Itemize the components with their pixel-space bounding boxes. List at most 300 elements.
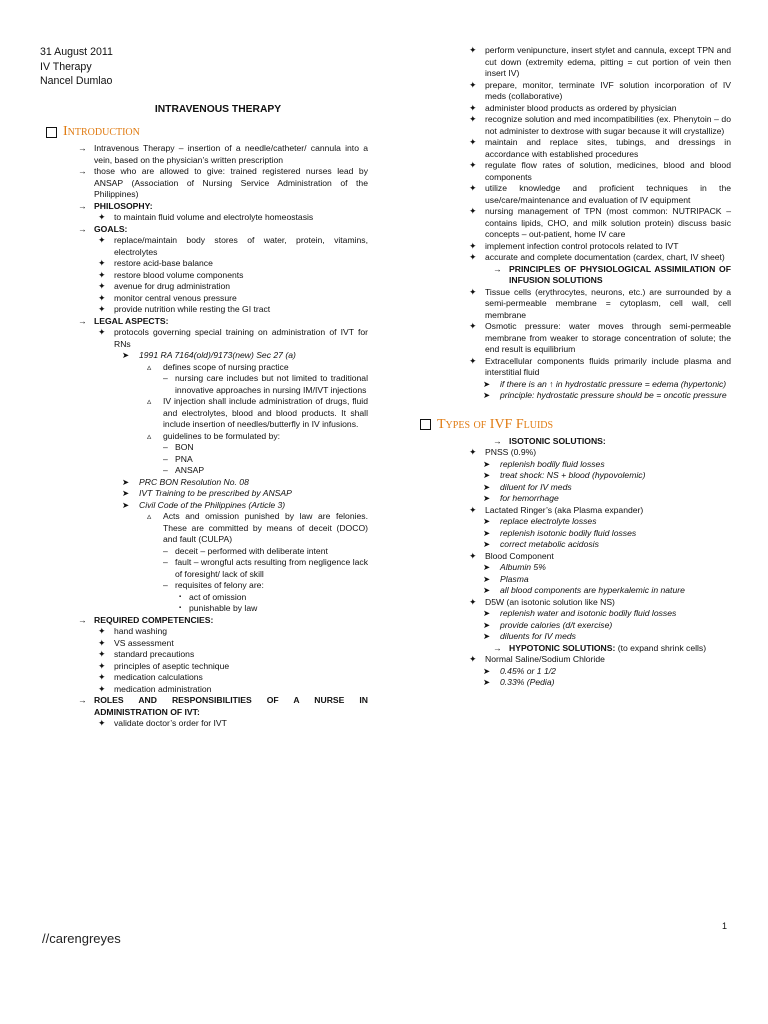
list-item	[40, 431, 368, 443]
introduction-list	[40, 143, 368, 730]
list-item	[40, 212, 368, 224]
list-item	[455, 666, 731, 678]
arrow-right-icon: →	[78, 223, 87, 234]
arrow-right-icon: →	[493, 435, 502, 446]
list-item	[40, 649, 368, 661]
list-item	[455, 470, 731, 482]
list-item	[455, 505, 731, 517]
list-item-label: recognize solution and med incompatibilities (ex. Phenytoin – do not administer to dextrose with sugar because it will crystallize)	[485, 114, 731, 136]
arrowhead-bullet-icon: ➤	[483, 585, 491, 595]
list-item-text	[175, 454, 368, 466]
arrow-right-icon: →	[78, 143, 87, 153]
list-item-text	[189, 592, 368, 604]
list-item	[40, 557, 368, 580]
arrow-right-icon: →	[493, 263, 502, 274]
list-item-text	[114, 304, 368, 316]
list-item-label: defines scope of nursing practice	[163, 361, 289, 372]
list-item	[40, 396, 368, 431]
list-item	[455, 356, 731, 379]
list-item-text	[500, 574, 731, 586]
star-bullet-icon: ✦	[469, 114, 477, 124]
list-item	[40, 661, 368, 673]
list-item-suffix: (to expand shrink cells)	[615, 642, 707, 653]
list-item-label: IVT Training to be prescribed by ANSAP	[139, 488, 292, 498]
list-item-label: requisites of felony are:	[175, 580, 264, 590]
list-item-label: REQUIRED COMPETENCIES:	[94, 614, 214, 625]
list-item-text	[114, 281, 368, 293]
list-item-label: D5W (an isotonic solution like NS)	[485, 596, 615, 607]
list-item	[455, 103, 731, 115]
list-item-label: 1991 RA 7164(old)/9173(new) Sec 27 (a)	[139, 350, 296, 360]
list-item-label: implement infection control protocols related to IVT	[485, 240, 679, 251]
list-item	[40, 615, 368, 627]
list-item-label: replace electrolyte losses	[500, 516, 597, 526]
list-item-text	[500, 528, 731, 540]
list-item-label: BON	[175, 442, 194, 452]
dash-bullet-icon: –	[163, 453, 168, 464]
dash-bullet-icon: –	[163, 580, 168, 590]
list-item-label: to maintain fluid volume and electrolyte homeostasis	[114, 212, 314, 222]
list-item-text	[94, 224, 368, 236]
list-item	[40, 695, 368, 718]
list-item-label: replenish bodily fluid losses	[500, 458, 605, 469]
list-item	[455, 252, 731, 264]
star-bullet-icon: ✦	[98, 660, 106, 671]
list-item-text	[500, 493, 731, 505]
triangle-bullet-icon: ▵	[147, 361, 152, 372]
roles-continued-list	[455, 45, 731, 402]
list-item-text	[500, 631, 731, 643]
dash-bullet-icon: –	[163, 545, 168, 556]
doc-date: 31 August 2011	[40, 46, 113, 58]
list-item-text	[500, 459, 731, 471]
list-item-text	[175, 546, 368, 558]
list-item-text	[500, 562, 731, 574]
arrow-right-icon: →	[78, 614, 87, 625]
list-item	[455, 539, 731, 551]
list-item	[455, 516, 731, 528]
list-item	[40, 580, 368, 592]
checkbox-square-icon	[46, 127, 57, 138]
list-item-text	[485, 241, 731, 253]
list-item-label: 0.33% (Pedia)	[500, 677, 555, 687]
list-item	[455, 160, 731, 183]
list-item	[40, 638, 368, 650]
arrowhead-bullet-icon: ➤	[483, 390, 491, 400]
arrowhead-bullet-icon: ➤	[122, 488, 130, 498]
list-item-label: PHILOSOPHY:	[94, 200, 153, 211]
list-item-label: ISOTONIC SOLUTIONS:	[509, 435, 606, 446]
list-item-label: regulate flow rates of solution, medicines, blood and blood components	[485, 160, 731, 182]
arrowhead-bullet-icon: ➤	[483, 665, 491, 676]
list-item-text	[500, 482, 731, 494]
list-item	[40, 465, 368, 477]
section-heading-types-ivf	[414, 416, 731, 434]
list-item-text	[500, 516, 731, 528]
page-number: 1	[722, 921, 728, 931]
list-item	[455, 574, 731, 586]
star-bullet-icon: ✦	[98, 258, 106, 268]
list-item-text	[175, 580, 368, 592]
list-item-text	[94, 143, 368, 166]
list-item	[455, 677, 731, 689]
list-item-text	[485, 137, 731, 160]
footer-signature: //carengreyes	[42, 931, 121, 946]
list-item	[40, 626, 368, 638]
list-item-label: perform venipuncture, insert stylet and cannula, except TPN and cut down (extremity edema, pitting = cut portion of vein then insert IV)	[485, 45, 731, 78]
square-bullet-icon: ▪	[179, 593, 182, 600]
types-ivf-list	[455, 436, 731, 689]
list-item-label: medication calculations	[114, 672, 203, 682]
star-bullet-icon: ✦	[98, 304, 106, 314]
arrowhead-bullet-icon: ➤	[483, 608, 491, 618]
arrowhead-bullet-icon: ➤	[483, 516, 491, 526]
list-item	[40, 442, 368, 454]
list-item-label: Extracellular components fluids primarily include plasma and interstitial fluid	[485, 355, 731, 377]
list-item-text	[189, 603, 368, 615]
list-item	[455, 459, 731, 471]
list-item-label: Tissue cells (erythrocytes, neurons, etc.) are surrounded by a semi-permeable membrane = cytoplasm, cell wall, cell membrane	[485, 286, 731, 320]
star-bullet-icon: ✦	[98, 235, 106, 245]
list-item-text	[500, 585, 731, 597]
list-item-text	[114, 638, 368, 650]
list-item	[455, 528, 731, 540]
arrow-right-icon: →	[78, 695, 87, 705]
list-item-label: correct metabolic acidosis	[500, 539, 599, 549]
star-bullet-icon: ✦	[469, 355, 477, 366]
list-item-text	[163, 431, 368, 443]
list-item	[40, 500, 368, 512]
arrowhead-bullet-icon: ➤	[483, 539, 491, 549]
list-item-label: administer blood products as ordered by physician	[485, 102, 677, 113]
square-bullet-icon: ▪	[179, 605, 182, 611]
list-item-label: for hemorrhage	[500, 493, 559, 503]
list-item	[455, 390, 731, 402]
list-item	[455, 137, 731, 160]
star-bullet-icon: ✦	[98, 683, 106, 694]
star-bullet-icon: ✦	[469, 447, 477, 457]
list-item-label: replenish water and isotonic bodily fluid losses	[500, 608, 677, 618]
list-item-label: Blood Component	[485, 550, 554, 561]
list-item	[40, 281, 368, 293]
list-item-label: prepare, monitor, terminate IVF solution incorporation of IV meds (collaborative)	[485, 79, 731, 101]
list-item-text	[500, 379, 731, 391]
triangle-bullet-icon: ▵	[147, 396, 152, 406]
list-item-text	[485, 287, 731, 322]
list-item-label: restore acid-base balance	[114, 258, 213, 268]
list-item	[455, 585, 731, 597]
list-item-text	[175, 442, 368, 454]
list-item-label: Acts and omission punished by law are felonies. These are committed by means of deceit (DOCO) and fault (CULPA)	[163, 511, 368, 544]
list-item	[455, 447, 731, 459]
list-item-label: nursing care includes but not limited to traditional innovative approaches in nursing IM/IVT injections	[175, 373, 368, 395]
list-item-label: replace/maintain body stores of water, protein, vitamins, electrolytes	[114, 235, 368, 257]
list-item-text	[163, 362, 368, 374]
list-item-text	[485, 447, 731, 459]
doc-author: Nancel Dumlao	[40, 75, 113, 87]
list-item-label: Civil Code of the Philippines (Article 3)	[139, 499, 286, 510]
list-item-text	[500, 470, 731, 482]
star-bullet-icon: ✦	[98, 327, 106, 337]
star-bullet-icon: ✦	[469, 504, 477, 515]
star-bullet-icon: ✦	[469, 286, 477, 297]
star-bullet-icon: ✦	[469, 137, 477, 147]
star-bullet-icon: ✦	[469, 102, 477, 113]
right-column	[437, 0, 731, 689]
arrowhead-bullet-icon: ➤	[483, 470, 491, 480]
list-item-label: PNSS (0.9%)	[485, 447, 537, 457]
star-bullet-icon: ✦	[98, 718, 106, 728]
list-item	[455, 45, 731, 80]
star-bullet-icon: ✦	[469, 160, 477, 170]
list-item-text	[175, 373, 368, 396]
list-item-text	[500, 608, 731, 620]
list-item-text	[114, 661, 368, 673]
dash-bullet-icon: –	[163, 557, 168, 567]
list-item-text	[114, 235, 368, 258]
list-item-text	[94, 166, 368, 201]
list-item	[455, 241, 731, 253]
list-item	[40, 293, 368, 305]
list-item	[455, 321, 731, 356]
list-item-text	[139, 488, 368, 500]
arrow-right-icon: →	[78, 315, 87, 326]
list-item-label: all blood components are hyperkalemic in nature	[500, 585, 685, 595]
list-item	[455, 551, 731, 563]
arrowhead-bullet-icon: ➤	[122, 499, 130, 510]
list-item	[455, 80, 731, 103]
list-item-text	[94, 615, 368, 627]
list-item-label: diluent for IV meds	[500, 481, 572, 492]
list-item	[455, 562, 731, 574]
star-bullet-icon: ✦	[469, 654, 477, 664]
list-item-text	[114, 258, 368, 270]
list-item-label: IV injection shall include administration of drugs, fluid and electrolytes, blood and blood products. It shall include insertion of needles/butterfly in IV infusions.	[163, 396, 368, 429]
list-item-label: provide calories (d/t exercise)	[500, 619, 613, 630]
star-bullet-icon: ✦	[98, 637, 106, 648]
section-heading-introduction	[40, 123, 368, 141]
left-column	[40, 0, 368, 730]
list-item-label: Osmotic pressure: water moves through semi-permeable membrane from weaker to storage concentration of solute; the end result is equilibrium	[485, 321, 731, 354]
list-item-label: principles of aseptic technique	[114, 660, 230, 671]
list-item	[40, 718, 368, 730]
list-item-label: utilize knowledge and proficient techniques in the use/care/maintenance and evaluation of IV equipment	[485, 183, 731, 205]
arrowhead-bullet-icon: ➤	[483, 527, 491, 538]
list-item-label: those who are allowed to give: trained registered nurses lead by ANSAP (Association of Nursing Service Administration of the Philippines)	[94, 166, 368, 199]
arrowhead-bullet-icon: ➤	[483, 458, 491, 469]
list-item-label: if there is an ↑ in hydrostatic pressure = edema (hypertonic)	[500, 378, 727, 389]
list-item-label: VS assessment	[114, 637, 174, 648]
star-bullet-icon: ✦	[98, 672, 106, 682]
list-item-text	[485, 597, 731, 609]
list-item	[455, 183, 731, 206]
list-item	[455, 206, 731, 241]
list-item-label: PRINCIPLES OF PHYSIOLOGICAL ASSIMILATION OF INFUSION SOLUTIONS	[509, 263, 731, 285]
list-item	[40, 488, 368, 500]
list-item-text	[94, 201, 368, 213]
list-item	[455, 264, 731, 287]
dash-bullet-icon: –	[163, 442, 168, 452]
list-item	[40, 350, 368, 362]
star-bullet-icon: ✦	[469, 596, 477, 607]
list-item-text	[175, 465, 368, 477]
list-item-text	[114, 672, 368, 684]
list-item-label: GOALS:	[94, 223, 128, 234]
list-item-text	[114, 626, 368, 638]
list-item	[40, 224, 368, 236]
list-item	[40, 258, 368, 270]
list-item	[40, 327, 368, 350]
star-bullet-icon: ✦	[98, 292, 106, 303]
list-item-text	[94, 316, 368, 328]
list-item	[40, 270, 368, 282]
list-item-label: accurate and complete documentation (cardex, chart, IV sheet)	[485, 252, 725, 262]
list-item	[455, 597, 731, 609]
list-item-text	[175, 557, 368, 580]
star-bullet-icon: ✦	[469, 206, 477, 216]
list-item	[40, 166, 368, 201]
arrowhead-bullet-icon: ➤	[122, 476, 130, 487]
list-item-label: maintain and replace sites, tubings, and dressings in accordance with established procedures	[485, 137, 731, 159]
list-item-label: HYPOTONIC SOLUTIONS:	[509, 642, 616, 653]
list-item	[40, 684, 368, 696]
list-item-text	[485, 80, 731, 103]
triangle-bullet-icon: ▵	[147, 511, 152, 521]
arrowhead-bullet-icon: ➤	[483, 573, 491, 584]
list-item-text	[500, 390, 731, 402]
arrowhead-bullet-icon: ➤	[483, 677, 491, 687]
list-item	[455, 482, 731, 494]
list-item-text	[485, 505, 731, 517]
list-item-label: LEGAL ASPECTS:	[94, 315, 169, 326]
arrowhead-bullet-icon: ➤	[483, 631, 491, 641]
list-item-text	[485, 321, 731, 356]
list-item-label: punishable by law	[189, 603, 258, 613]
list-item-text	[163, 396, 368, 431]
list-item	[40, 546, 368, 558]
list-item-label: ROLES AND RESPONSIBILITIES OF A NURSE IN ADMINISTRATION OF IVT:	[94, 695, 368, 717]
list-item-text	[509, 436, 731, 448]
list-item-text	[500, 677, 731, 689]
list-item-text	[500, 539, 731, 551]
star-bullet-icon: ✦	[98, 649, 106, 659]
list-item-label: medication administration	[114, 683, 212, 694]
checkbox-square-icon	[420, 419, 431, 430]
list-item	[40, 235, 368, 258]
list-item-label: replenish isotonic bodily fluid losses	[500, 527, 637, 538]
list-item-label: diluents for IV meds	[500, 631, 576, 641]
arrow-right-icon: →	[78, 166, 87, 176]
arrowhead-bullet-icon: ➤	[483, 378, 491, 389]
section-heading-text: Types of IVF Fluids	[437, 416, 554, 432]
list-item	[455, 493, 731, 505]
star-bullet-icon: ✦	[469, 321, 477, 331]
dash-bullet-icon: –	[163, 465, 168, 475]
star-bullet-icon: ✦	[469, 183, 477, 193]
arrowhead-bullet-icon: ➤	[122, 350, 130, 360]
arrowhead-bullet-icon: ➤	[483, 481, 491, 492]
list-item-text	[485, 206, 731, 241]
star-bullet-icon: ✦	[98, 281, 106, 291]
list-item	[40, 672, 368, 684]
dash-bullet-icon: –	[163, 373, 168, 383]
list-item-label: deceit – performed with deliberate intent	[175, 545, 328, 556]
list-item-label: fault – wrongful acts resulting from negligence lack of foresight/ lack of skill	[175, 557, 368, 579]
arrowhead-bullet-icon: ➤	[483, 493, 491, 503]
list-item-text	[485, 252, 731, 264]
list-item	[40, 477, 368, 489]
list-item-label: validate doctor’s order for IVT	[114, 718, 227, 728]
list-item-label: restore blood volume components	[114, 269, 244, 280]
list-item-text	[139, 350, 368, 362]
list-item	[40, 143, 368, 166]
list-item-text	[114, 293, 368, 305]
list-item	[40, 511, 368, 546]
arrow-right-icon: →	[78, 200, 87, 211]
arrowhead-bullet-icon: ➤	[483, 562, 491, 572]
star-bullet-icon: ✦	[469, 252, 477, 262]
list-item-text	[114, 327, 368, 350]
list-item-text	[114, 212, 368, 224]
list-item-label: Plasma	[500, 573, 529, 584]
list-item-text	[114, 684, 368, 696]
list-item	[40, 454, 368, 466]
list-item-label: nursing management of TPN (most common: NUTRIPACK – contains lipids, CHO, and milk solution protein) discuss basic concepts – out-patient, home IV care	[485, 206, 731, 239]
list-item-text	[114, 718, 368, 730]
list-item-label: hand washing	[114, 626, 168, 636]
list-item	[455, 631, 731, 643]
list-item-label: monitor central venous pressure	[114, 292, 237, 303]
list-item-label: principle: hydrostatic pressure should be = oncotic pressure	[500, 390, 727, 400]
list-item	[40, 603, 368, 615]
list-item	[455, 643, 731, 655]
doc-subject: IV Therapy	[40, 60, 92, 73]
list-item-text	[485, 356, 731, 379]
list-item	[40, 362, 368, 374]
list-item	[455, 620, 731, 632]
list-item	[40, 316, 368, 328]
list-item-label: Lactated Ringer’s (aka Plasma expander)	[485, 504, 644, 515]
list-item-label: provide nutrition while resting the GI tract	[114, 304, 271, 314]
list-item	[40, 373, 368, 396]
list-item	[455, 436, 731, 448]
star-bullet-icon: ✦	[98, 626, 106, 636]
list-item-text	[94, 695, 368, 718]
list-item-label: PRC BON Resolution No. 08	[139, 476, 249, 487]
list-item-text	[114, 649, 368, 661]
star-bullet-icon: ✦	[98, 269, 106, 280]
list-item	[40, 304, 368, 316]
list-item-text	[509, 643, 731, 655]
list-item-text	[139, 477, 368, 489]
list-item-text	[500, 620, 731, 632]
list-item-label: PNA	[175, 453, 193, 464]
list-item-text	[485, 183, 731, 206]
list-item-label: Normal Saline/Sodium Chloride	[485, 654, 605, 664]
list-item-label: protocols governing special training on administration of IVT for RNs	[114, 327, 368, 349]
list-item-text	[114, 270, 368, 282]
star-bullet-icon: ✦	[469, 45, 477, 55]
list-item	[455, 114, 731, 137]
list-item-text	[509, 264, 731, 287]
star-bullet-icon: ✦	[469, 550, 477, 561]
section-heading-text: Introduction	[63, 124, 140, 139]
list-item-text	[139, 500, 368, 512]
list-item-label: Intravenous Therapy – insertion of a needle/catheter/ cannula into a vein, based on the physician’s written prescription	[94, 143, 368, 165]
arrow-right-icon: →	[493, 642, 502, 653]
triangle-bullet-icon: ▵	[147, 430, 152, 441]
star-bullet-icon: ✦	[469, 240, 477, 251]
